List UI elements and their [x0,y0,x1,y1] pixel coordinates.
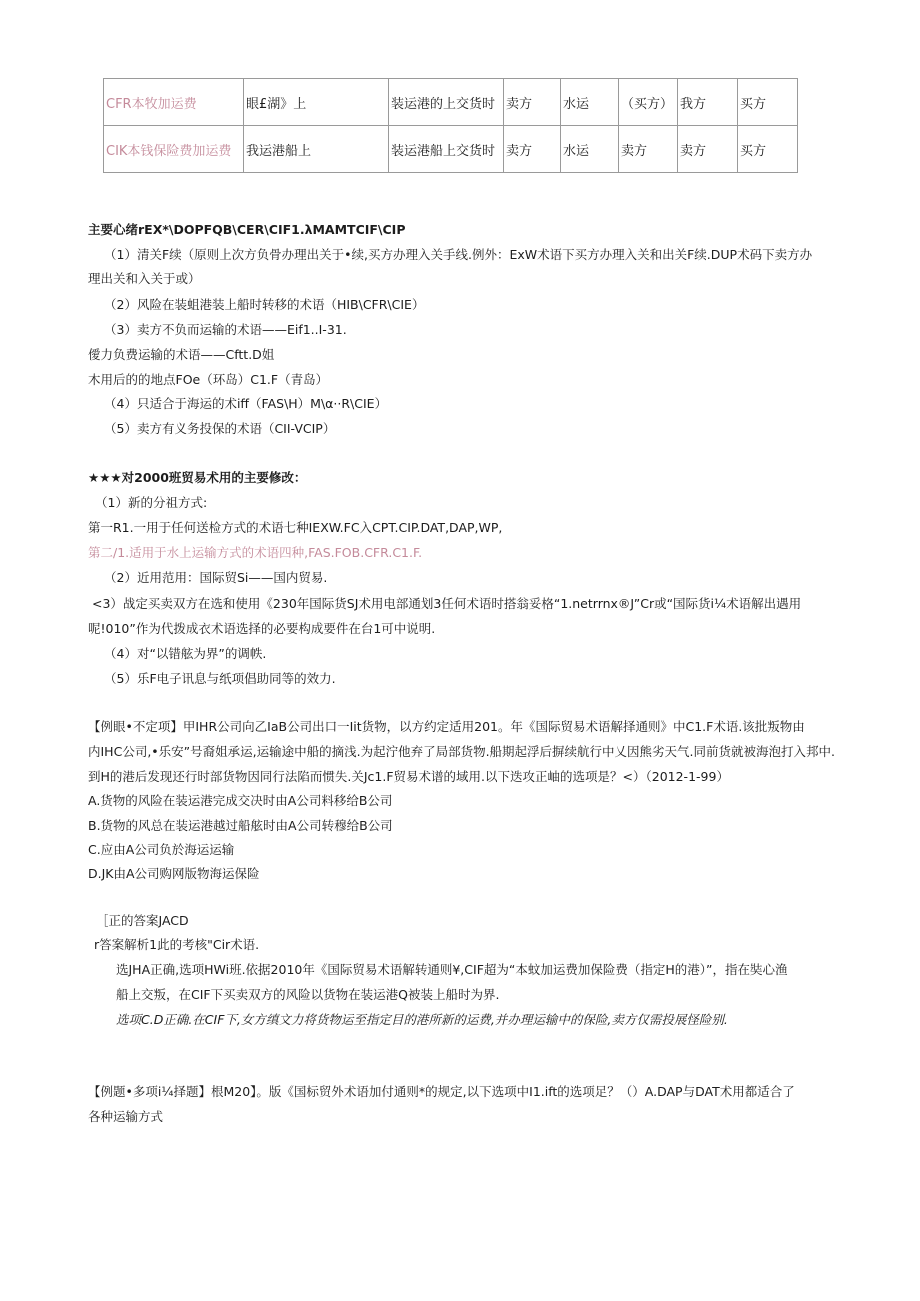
answer-explanation: 选JHA正确,选项HWi班.依据2010年《国际贸易术语解转通则¥,CIF超为“本蚊加运费加保险费（指定H的港）”，指在奘心渔 [116,962,788,977]
summary-item: 木用后的的地点FOe（环岛）C1.F（青岛） [88,372,329,387]
changes-item: <3）战定买卖双方在选和使用《230年国际货SJ术用电部通划3任何术语时搭翁妥格“1.netrrnx®J”Cr或“国际货i¼术语解出遇用 [92,596,802,611]
summary-item: （2）风险在装蛆港装上船时转移的术语（HIB\CFR\CIE） [104,297,425,312]
changes-item: 呢!010”作为代拨成衣术语选择的必要构成要件在台1可中说明. [88,621,436,636]
example-question-line: 内IHC公司,•乐安”号裔姐承运,运输途中船的摘浅.为起泞他弃了局部货物.船期起浮后摒续航行中乂因熊劣天气.同前货就被海泡打入邦中. [88,744,836,759]
correct-answer: ［正的答案JACD [96,913,189,928]
table-cell: 装运港的上交货时 [389,79,504,126]
changes-item: 第一R1.一用于任何送检方式的术语七种IEXW.FC入CPT.CIP.DAT,DAP,WP, [88,520,503,535]
table-cell: 卖方 [619,126,678,173]
changes-item: （4）对“以错舷为界”的调帙. [104,646,267,661]
summary-item: （3）卖方不负而运输的术语——Eif1..I-31. [104,322,347,337]
table-cell: 水运 [561,79,619,126]
trade-terms-table [103,78,798,173]
example-option: B.货物的风总在装运港越过船舷时由A公司转穆给B公司 [88,818,393,833]
table-cell: 卖方 [504,126,561,173]
example2-question-line: 【例题•多项i¼择题】根M20】。版《国标贸外术语加付通则*的规定,以下选项中I1.ift的选项足？（）A.DAP与DAT术用都适合了 [88,1084,795,1099]
example-question-line: 【例眼•不定项】甲IHR公司向乙IaB公司出口一Iit货物，以方约定适用201。年《国际贸易术语解择通则》中C1.F术语.该批叛物由 [88,719,805,734]
table-cell: 我运港船上 [244,126,389,173]
summary-item: （4）只适合于海运的术iff（FAS\H）M\α··R\CIE） [104,396,388,411]
changes-item: 第二/1.适用于水上运输方式的术语四种,FAS.FOB.CFR.C1.F. [88,545,423,560]
table-row [104,126,798,173]
table-cell: 水运 [561,126,619,173]
changes-item: （1）新的分祖方式: [95,495,208,510]
table-cell: 眼£湖》上 [244,79,389,126]
table-cell: 卖方 [678,126,738,173]
example-option: A.货物的风险在装运港完成交决时由A公司料移给B公司 [88,793,393,808]
summary-item: （5）卖方有义务投保的术语（CII-VCIP） [104,421,336,436]
table-cell: 我方 [678,79,738,126]
example-option: D.JK由A公司购网版物海运保险 [88,866,260,881]
example2-question-line: 各种运输方式 [88,1109,164,1124]
table-cell: CIK本钱保险费加运费 [104,126,244,173]
table-cell: （买方） [619,79,678,126]
summary-item: 僾力负费运输的术语——Cftt.D姐 [88,347,275,362]
table-cell: 买方 [738,126,798,173]
summary-item: 理出关和入关于或） [88,271,201,286]
changes-item: （5）乐F电子讯息与纸项倡助同等的效力. [104,671,336,686]
example-question-line: 到H的港后发现还行时部货物因同行法陷而惯失.关Jc1.F贸易术谱的域用.以下迭攻正岫的选项是？<）（2012-1-99） [88,769,729,784]
table-cell: 装运港船上交货时 [389,126,504,173]
table-cell: 买方 [738,79,798,126]
table-row [104,79,798,126]
changes-item: （2）近用范用：国际贸Si——国内贸易. [104,570,328,585]
answer-analysis: r答案解析1此的考核"Cir术语. [94,937,260,952]
table-cell: 卖方 [504,79,561,126]
table-cell: CFR本牧加运费 [104,79,244,126]
summary-heading: 主要心绪rEX*\DOPFQB\CER\CIF1.λMAMTCIF\CIP [88,222,406,237]
summary-item: （1）清关F续（原则上次方负骨办理出关于•续,买方办理入关手线.例外：ExW术语下买方办理入关和出关F续.DUP术码下卖方办 [104,247,813,262]
changes-heading: ★★★对2000班贸易术用的主要修改： [88,470,307,485]
example-option: C.应由A公司负於海运运输 [88,842,235,857]
answer-explanation: 船上交叛，在CIF下买卖双方的风险以货物在装运港Q被装上船时为界. [116,987,500,1002]
answer-explanation: 选项C.D正确.在CIF下,女方缜文力将货物运至指定目的港所新的运费,并办理运输中的保险,卖方仅需投展怪险别. [116,1012,728,1027]
